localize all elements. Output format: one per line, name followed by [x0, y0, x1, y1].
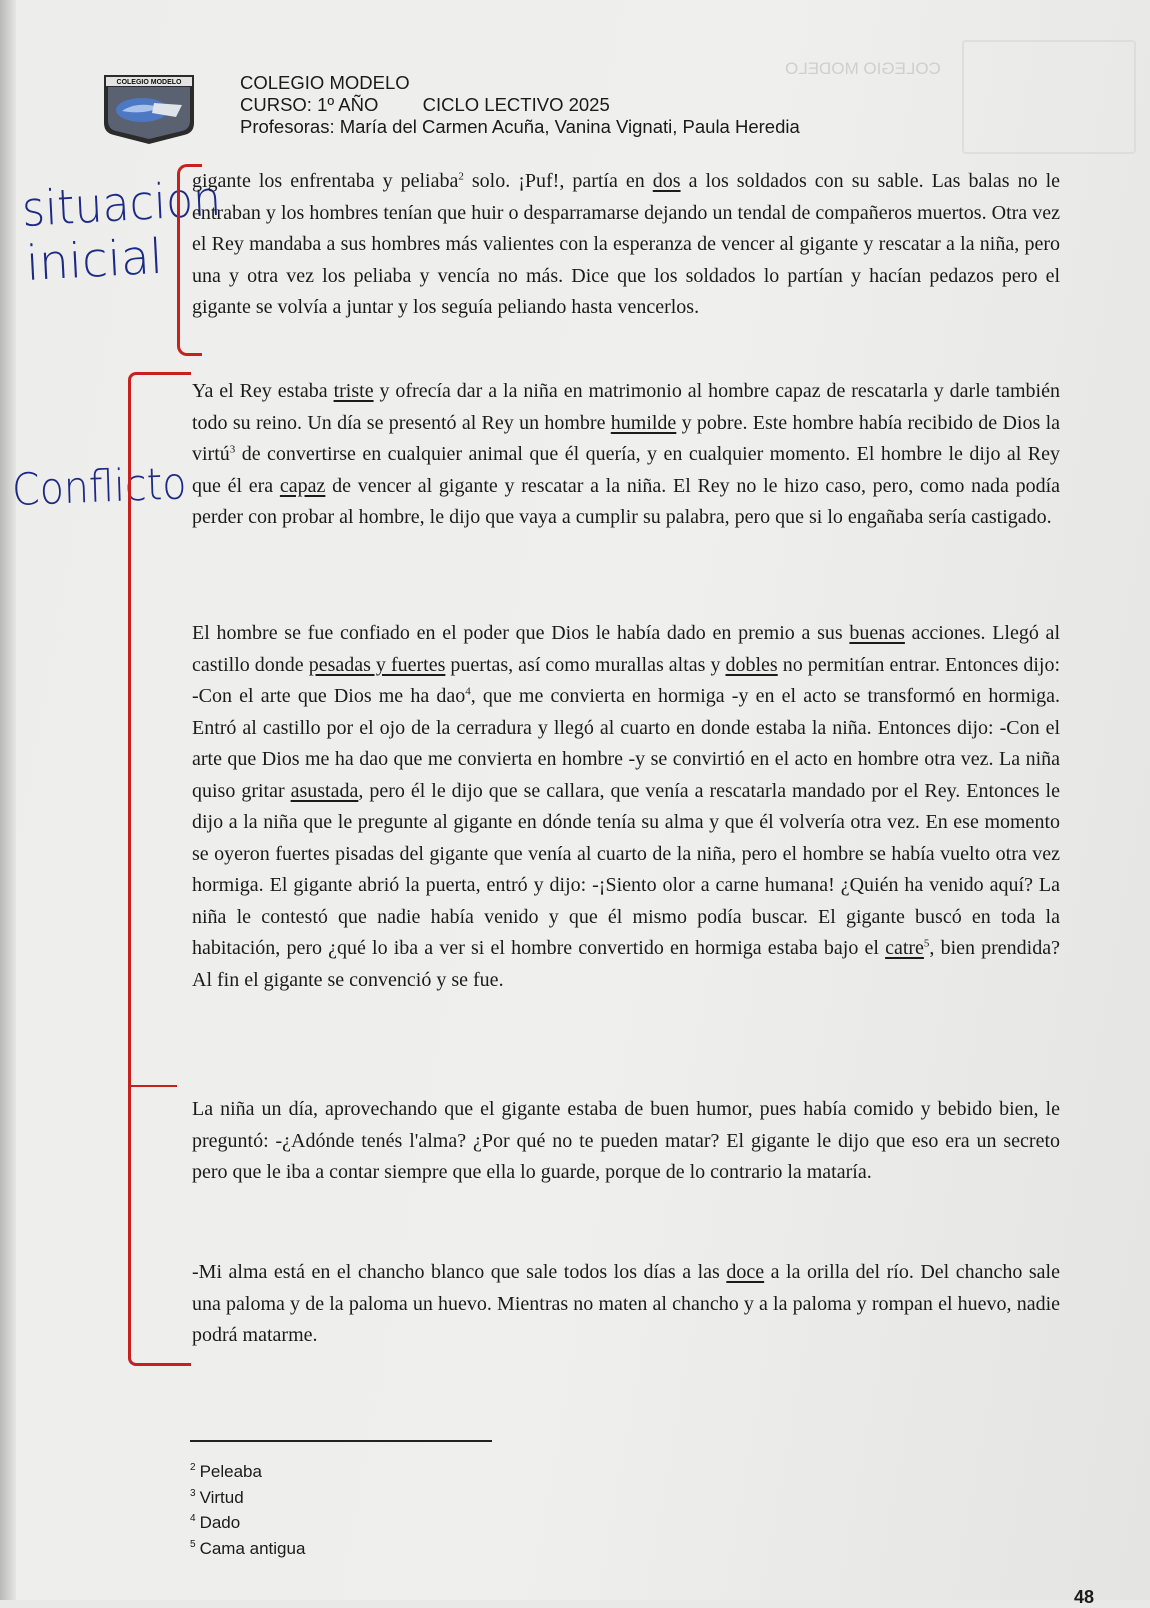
text-run: El hombre se fue confiado en el poder que Dios le había dado en premio a sus: [192, 622, 850, 644]
text-run: a la orilla del río. Del chancho sale una paloma y de la paloma un huevo. Mientras no maten al chancho y a la paloma y rompan el huevo, nadie podrá matarme.: [192, 1261, 1060, 1346]
underlined-word: pesadas y fuertes: [308, 653, 446, 676]
footnote-ref: 5: [923, 937, 930, 950]
text-run: solo. ¡Puf!, partía en: [463, 170, 653, 192]
underlined-word: asustada: [290, 779, 359, 802]
paragraph-5: [192, 1257, 1060, 1352]
text-run: acciones. Llegó al castillo donde: [192, 622, 1060, 676]
bracket-tick: [131, 1085, 177, 1087]
text-run: y pobre. Este hombre había recibido de Dios la virtú: [192, 411, 1061, 465]
page-edge-shadow: [0, 0, 16, 1600]
bleed-through-frame: [962, 40, 1136, 154]
underlined-word: dobles: [725, 653, 778, 676]
footnote-ref: 2: [458, 170, 464, 183]
footnote-ref: 3: [229, 443, 236, 456]
footnote: $^4$ Dado: [190, 1513, 241, 1532]
school-logo-icon: [102, 73, 196, 145]
footnote-ref: 4: [465, 685, 471, 698]
text-run: -Mi alma está en el chancho blanco que sale todos los días a las: [192, 1261, 727, 1283]
footnote-rule: [190, 1440, 492, 1442]
text-run: , que me convierta en hormiga -y en el acto se transformó en hormiga. Entró al castillo por el ojo de la cerradura y llegó al cuarto en donde estaba la niña. Entonces dijo: -Con el arte que Dios me ha dao que me convierta en hombre -y se convirtió en el acto en hombre otra vez. La niña quiso gritar: [192, 685, 1060, 802]
page-number: 48: [1074, 1587, 1095, 1607]
underlined-word: dos: [652, 170, 681, 192]
course-label: CURSO: 1º AÑO: [240, 94, 379, 115]
course-line: [240, 94, 960, 116]
cycle-label: CICLO LECTIVO 2025: [422, 94, 610, 115]
paragraph-3: [192, 618, 1060, 996]
paragraph-2: [192, 376, 1060, 534]
underlined-word: doce: [726, 1261, 765, 1283]
text-run: de vencer al gigante y rescatar a la niña. El Rey no le hizo caso, pero, como nada podía perder con probar al hombre, le dijo que vaya a cumplir su palabra, pero que si lo engañaba sería castigado.: [192, 474, 1060, 528]
text-run: , bien prendida? Al fin el gigante se convenció y se fue.: [192, 937, 1060, 991]
svg-text:COLEGIO MODELO: COLEGIO MODELO: [116, 79, 182, 86]
annotation-inicial: inicial: [24, 228, 165, 292]
footnotes: [190, 1459, 305, 1561]
text-run: , pero él le dijo que se callara, que venía a rescatarla mandado por el Rey. Entonces le dijo a la niña que le pregunte al gigante en dónde tenía su alma y que él volvería otra vez. En ese momento se oyeron fuertes pisadas del gigante que venía al cuarto de la niña, pero el hombre se había vuelto otra vez hormiga. El gigante abrió la puerta, entró y dijo: -¡Siento olor a carne humana! ¿Quién ha venido aquí? La niña le contestó que nadie había venido y que él mismo podía buscar. El gigante buscó en toda la habitación, pero ¿qué lo iba a ver si el hombre convertido en hormiga estaba bajo el: [192, 779, 1060, 959]
text-run: y ofrecía dar a la niña en matrimonio al hombre capaz de rescatarla y darle también todo su reino. Un día se presentó al Rey un hombre: [192, 380, 1060, 434]
footnote: $^5$ Cama antigua: [190, 1538, 306, 1558]
underlined-word: triste: [333, 380, 374, 402]
text-run: a los soldados con su sable. Las balas no le entraban y los hombres tenían que huir o desparramarse dejando un tendal de compañeros muertos. Otra vez el Rey mandaba a sus hombres más valientes con la esperanza de vencer al gigante y rescatar a la niña, pero una y otra vez los peliaba y vencía no más. Dice que los soldados lo partían y hacían pedazos pero el gigante se volvía a juntar y los seguía peliando hasta vencerlos.: [192, 170, 1061, 318]
conflicto-bracket: [128, 372, 191, 1366]
text-run: puertas, así como murallas altas y: [445, 653, 726, 676]
document-header: [240, 72, 960, 138]
text-run: no permitían entrar. Entonces dijo: -Con el arte que Dios me ha dao: [192, 653, 1061, 707]
paragraph-4: [192, 1094, 1060, 1189]
underlined-word: catre: [885, 937, 924, 959]
text-run: de convertirse en cualquier animal que él quería, y en cualquier momento. El hombre le dijo al Rey que él era: [192, 443, 1060, 497]
teachers-line: Profesoras: María del Carmen Acuña, Vanina Vignati, Paula Heredia: [240, 116, 800, 137]
footnote: $^2$ Peleaba: [190, 1462, 262, 1481]
underlined-word: capaz: [279, 474, 326, 497]
bleed-through-text: COLEGIO MODELO: [785, 59, 941, 78]
school-name: COLEGIO MODELO: [240, 72, 410, 93]
paragraph-1: [192, 166, 1060, 324]
text-run: gigante los enfrentaba y peliaba: [192, 170, 459, 192]
annotation-conflicto: Conflicto: [11, 458, 188, 516]
underlined-word: humilde: [610, 411, 677, 434]
underlined-word: buenas: [849, 622, 905, 644]
text-run: Ya el Rey estaba: [192, 380, 334, 402]
footnote: $^3$ Virtud: [190, 1487, 244, 1507]
annotation-situacion: situacion: [20, 170, 223, 238]
text-run: La niña un día, aprovechando que el gigante estaba de buen humor, pues había comido y bebido bien, le preguntó: -¿Adónde tenés l'alma? ¿Por qué no te pueden matar? El gigante le dijo que eso era un secreto pero que le iba a contar siempre que ella lo guarde, porque de lo contrario la mataría.: [192, 1098, 1060, 1183]
